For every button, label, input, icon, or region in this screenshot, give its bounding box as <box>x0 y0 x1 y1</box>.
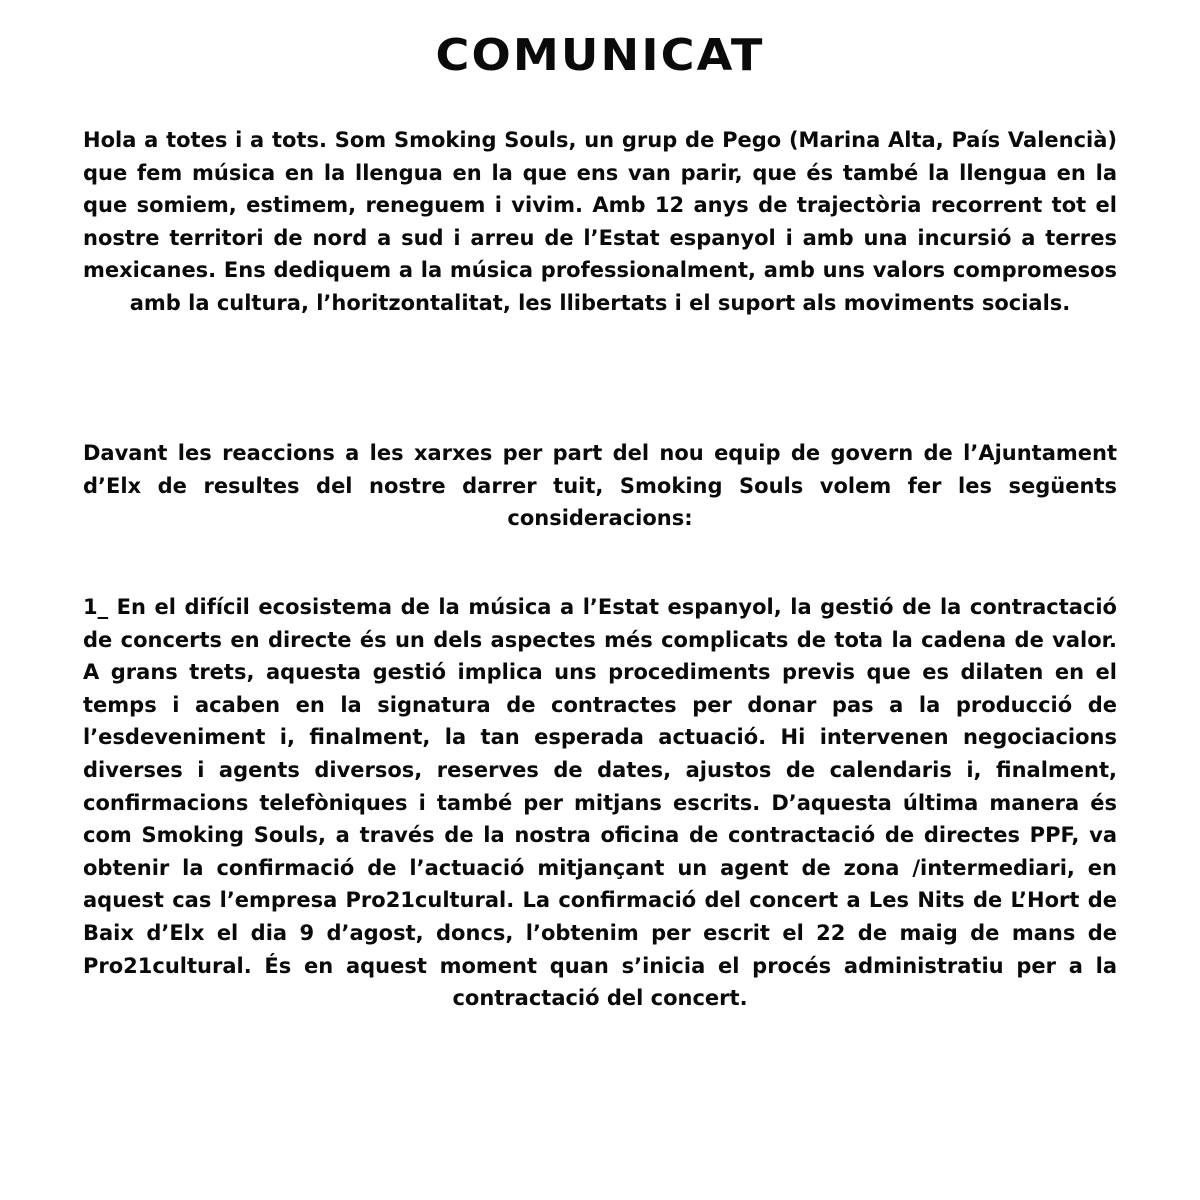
intro-paragraph: Hola a totes i a tots. Som Smoking Souls, un grup de Pego (Marina Alta, País Valencià) que fem música en la llengua en la que ens van parir, que és també la llengua en la que somiem, estimem, reneguem i vivim. Amb 12 anys de trajectòria recorrent tot el nostre territori de nord a sud i arreu de l’Estat espanyol i amb una incursió a terres mexicanes. Ens dediquem a la música professionalment, amb uns valors compromesos amb la cultura, l’horitzontalitat, les llibertats i el suport als moviments socials. <box>83 128 1117 315</box>
considerations-paragraph: Davant les reaccions a les xarxes per part del nou equip de govern de l’Ajuntament d’Elx de resultes del nostre darrer tuit, Smoking Souls volem fer les següents consideracions: <box>83 441 1117 531</box>
point-1-paragraph: 1_ En el difícil ecosistema de la música a l’Estat espanyol, la gestió de la contractació de concerts en directe és un dels aspectes més complicats de tota la cadena de valor. A grans trets, aquesta gestió implica uns procediments previs que es dilaten en el temps i acaben en la signatura de contractes per donar pas a la producció de l’esdeveniment i, finalment, la tan esperada actuació. Hi intervenen negociacions diverses i agents diversos, reserves de dates, ajustos de calendaris i, finalment, confirmacions telefòniques i també per mitjans escrits. D’aquesta última manera és com Smoking Souls, a través de la nostra oficina de contractació de directes PPF, va obtenir la confirmació de l’actuació mitjançant un agent de zona /intermediari, en aquest cas l’empresa Pro21cultural. La confirmació del concert a Les Nits de L’Hort de Baix d’Elx el dia 9 d’agost, doncs, l’obtenim per escrit el 22 de maig de mans de Pro21cultural. És en aquest moment quan s’inicia el procés administratiu per a la contractació del concert. <box>83 595 1117 1011</box>
page-title: COMUNICAT <box>435 30 765 81</box>
